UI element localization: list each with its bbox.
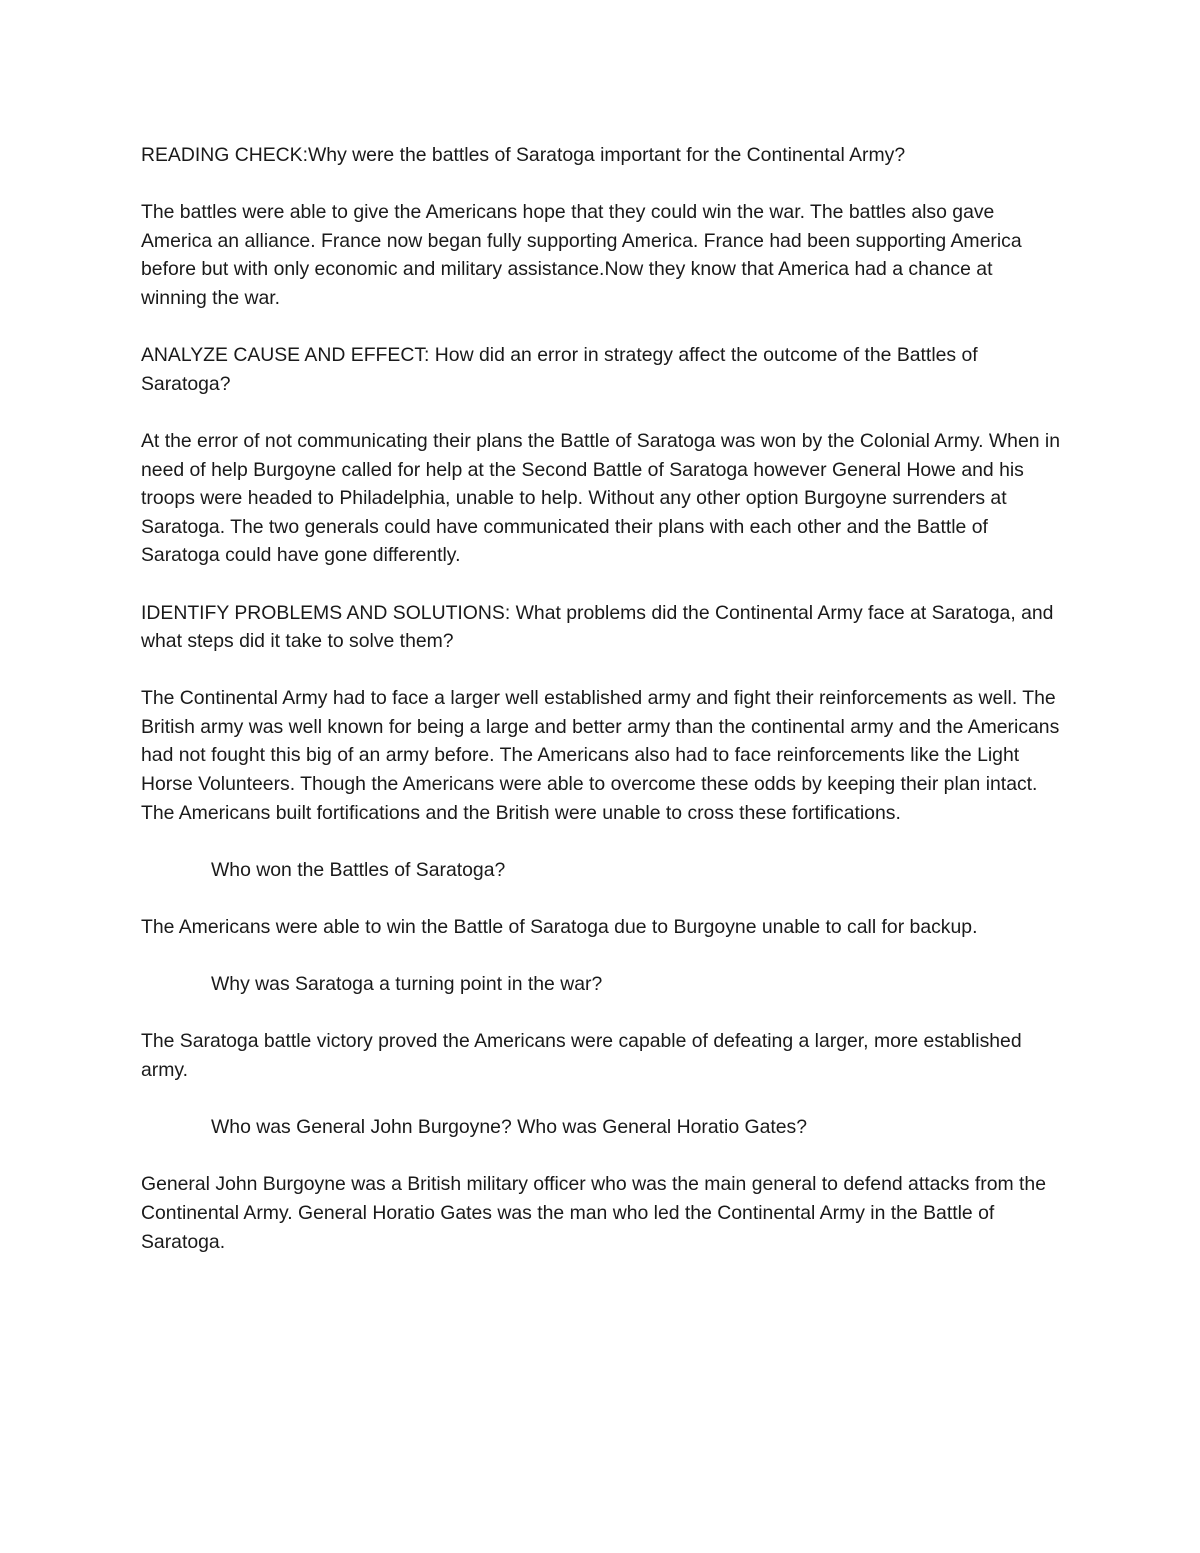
turning-point-answer: The Saratoga battle victory proved the Americans were capable of defeating a larger, more established army. xyxy=(141,1030,1022,1081)
turning-point-question: Why was Saratoga a turning point in the war? xyxy=(211,973,603,996)
problems-solutions-question: IDENTIFY PROBLEMS AND SOLUTIONS: What problems did the Continental Army face at Saratoga, and what steps did it take to solve them? xyxy=(141,601,1054,653)
document-body xyxy=(141,141,1061,1285)
cause-effect-question: ANALYZE CAUSE AND EFFECT: How did an error in strategy affect the outcome of the Battles of Saratoga? xyxy=(141,344,978,395)
reading-check-answer: The battles were able to give the Americans hope that they could win the war. The battles also gave America an alliance. France now began fully supporting America. France had been supporting America before but with only economic and military assistance.Now they know that America had a chance at winning the war. xyxy=(141,201,1022,309)
cause-effect-answer: At the error of not communicating their plans the Battle of Saratoga was won by the Colonial Army. When in need of help Burgoyne called for help at the Second Battle of Saratoga however General Howe and his troops were headed to Philadelphia, unable to help. Without any other option Burgoyne surrenders at Saratoga. The two generals could have communicated their plans with each other and the Battle of Saratoga could have gone differently. xyxy=(141,429,1061,567)
problems-solutions-answer: The Continental Army had to face a larger well established army and fight their reinforcements as well. The British army was well known for being a large and better army than the continental army and the Americans had not fought this big of an army before. The Americans also had to face reinforcements like the Light Horse Volunteers. Though the Americans were able to overcome these odds by keeping their plan intact. The Americans built fortifications and the British were unable to cross these fortifications. xyxy=(141,687,1060,824)
who-won-question: Who won the Battles of Saratoga? xyxy=(211,858,506,881)
reading-check-question: READING CHECK:Why were the battles of Saratoga important for the Continental Army? xyxy=(141,144,906,166)
generals-question: Who was General John Burgoyne? Who was General Horatio Gates? xyxy=(211,1116,808,1139)
generals-answer: General John Burgoyne was a British military officer who was the main general to defend attacks from the Continental Army. General Horatio Gates was the man who led the Continental Army in the Battle of Saratoga. xyxy=(141,1173,1046,1253)
who-won-answer: The Americans were able to win the Battle of Saratoga due to Burgoyne unable to call for backup. xyxy=(141,916,978,939)
